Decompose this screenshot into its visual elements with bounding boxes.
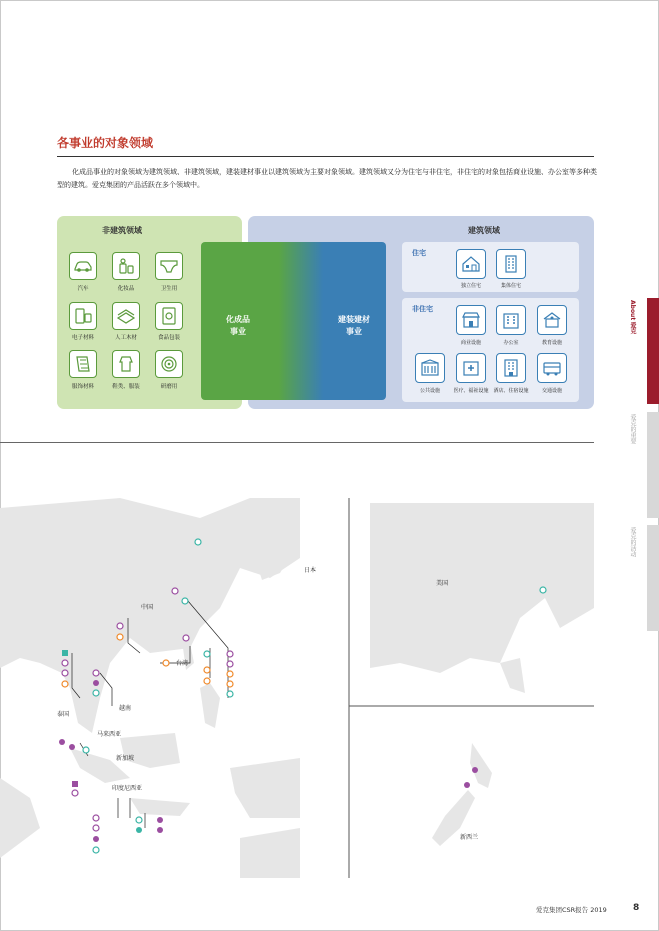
clothing-material-icon (69, 350, 97, 378)
electronics-icon (69, 302, 97, 330)
cosmetics-label: 化妆品 (117, 286, 135, 292)
world-map (0, 498, 600, 878)
side-tab-2-label: 爱克的重要 (629, 414, 636, 444)
section-title: 各事业的对象领域 (57, 136, 154, 150)
side-tab-about-label: About 爱克 (629, 300, 636, 335)
office-icon (496, 305, 526, 335)
clothing-material-label: 服饰材料 (71, 384, 94, 390)
building-title: 建筑领域 (468, 226, 500, 235)
label-new-zealand: 新西兰 (460, 834, 479, 841)
grinding-label: 研磨用 (160, 384, 178, 390)
shop-icon (456, 305, 486, 335)
office-label: 办公室 (503, 340, 519, 346)
side-tab-2[interactable] (647, 412, 659, 518)
intro-paragraph: 化成品事业的对象领域为建筑领域、非建筑领域，建装建材事业以建筑领域为主要对象领域。建筑领域又分为住宅与非住宅，非住宅的对象包括商业设施、办公室等多种类型的建筑。爱克集团的产品活跃在多个领域中。 (57, 168, 597, 189)
apartment-icon (496, 249, 526, 279)
hotel-label: 酒店、住宿设施 (493, 388, 529, 394)
label-vietnam: 越南 (119, 705, 132, 712)
new-zealand-map (432, 743, 492, 846)
label-japan: 日本 (304, 567, 317, 574)
label-taiwan: 台湾 (176, 660, 189, 667)
non-residential-title: 非住宅 (412, 305, 433, 313)
car-label: 汽车 (77, 286, 89, 292)
hospital-label: 医疗、福祉设施 (453, 388, 489, 394)
wood-icon (112, 302, 140, 330)
page-number: 8 (633, 903, 640, 913)
public-building-label: 公共设施 (419, 388, 440, 394)
side-tab-3[interactable] (647, 525, 659, 631)
transport-label: 交通设施 (541, 388, 562, 394)
apartment-label: 集体住宅 (500, 283, 521, 289)
shoes-icon (112, 350, 140, 378)
car-icon (69, 252, 97, 280)
label-usa: 美国 (436, 580, 449, 587)
asia-map (0, 498, 300, 878)
diaper-icon (155, 252, 183, 280)
section-divider (0, 442, 594, 443)
hospital-icon (456, 353, 486, 383)
label-china: 中国 (141, 604, 154, 611)
cosmetics-icon (112, 252, 140, 280)
transport-icon (537, 353, 567, 383)
electronics-label: 电子材料 (71, 335, 94, 341)
house-label: 独立住宅 (460, 283, 481, 289)
chemical-products-business: 化成品 事业 (226, 315, 250, 336)
usa-map (370, 503, 594, 693)
label-thailand: 泰国 (57, 711, 70, 718)
label-indonesia: 印度尼西亚 (112, 785, 143, 792)
hotel-icon (496, 353, 526, 383)
non-building-title: 非建筑领域 (102, 226, 142, 235)
label-singapore: 新加坡 (116, 755, 135, 762)
side-tab-3-label: 爱克的活动 (629, 527, 636, 557)
food-package-icon (155, 302, 183, 330)
house-icon (456, 249, 486, 279)
residential-title: 住宅 (412, 249, 426, 257)
shoes-label: 鞋类、服装 (112, 384, 140, 390)
title-rule (57, 156, 594, 157)
school-label: 教育设施 (541, 340, 562, 346)
diaper-label: 卫生用 (160, 286, 178, 292)
side-tab-about[interactable] (647, 298, 659, 404)
wood-label: 人工木材 (114, 335, 137, 341)
grinding-icon (155, 350, 183, 378)
shop-label: 商业设施 (460, 340, 481, 346)
footer-report: 爱克集团CSR报告 2019 (536, 906, 607, 914)
label-malaysia: 马来西亚 (97, 731, 122, 738)
food-package-label: 食品包装 (157, 335, 180, 341)
building-materials-business: 建装建材 事业 (338, 315, 370, 336)
public-building-icon (415, 353, 445, 383)
school-icon (537, 305, 567, 335)
